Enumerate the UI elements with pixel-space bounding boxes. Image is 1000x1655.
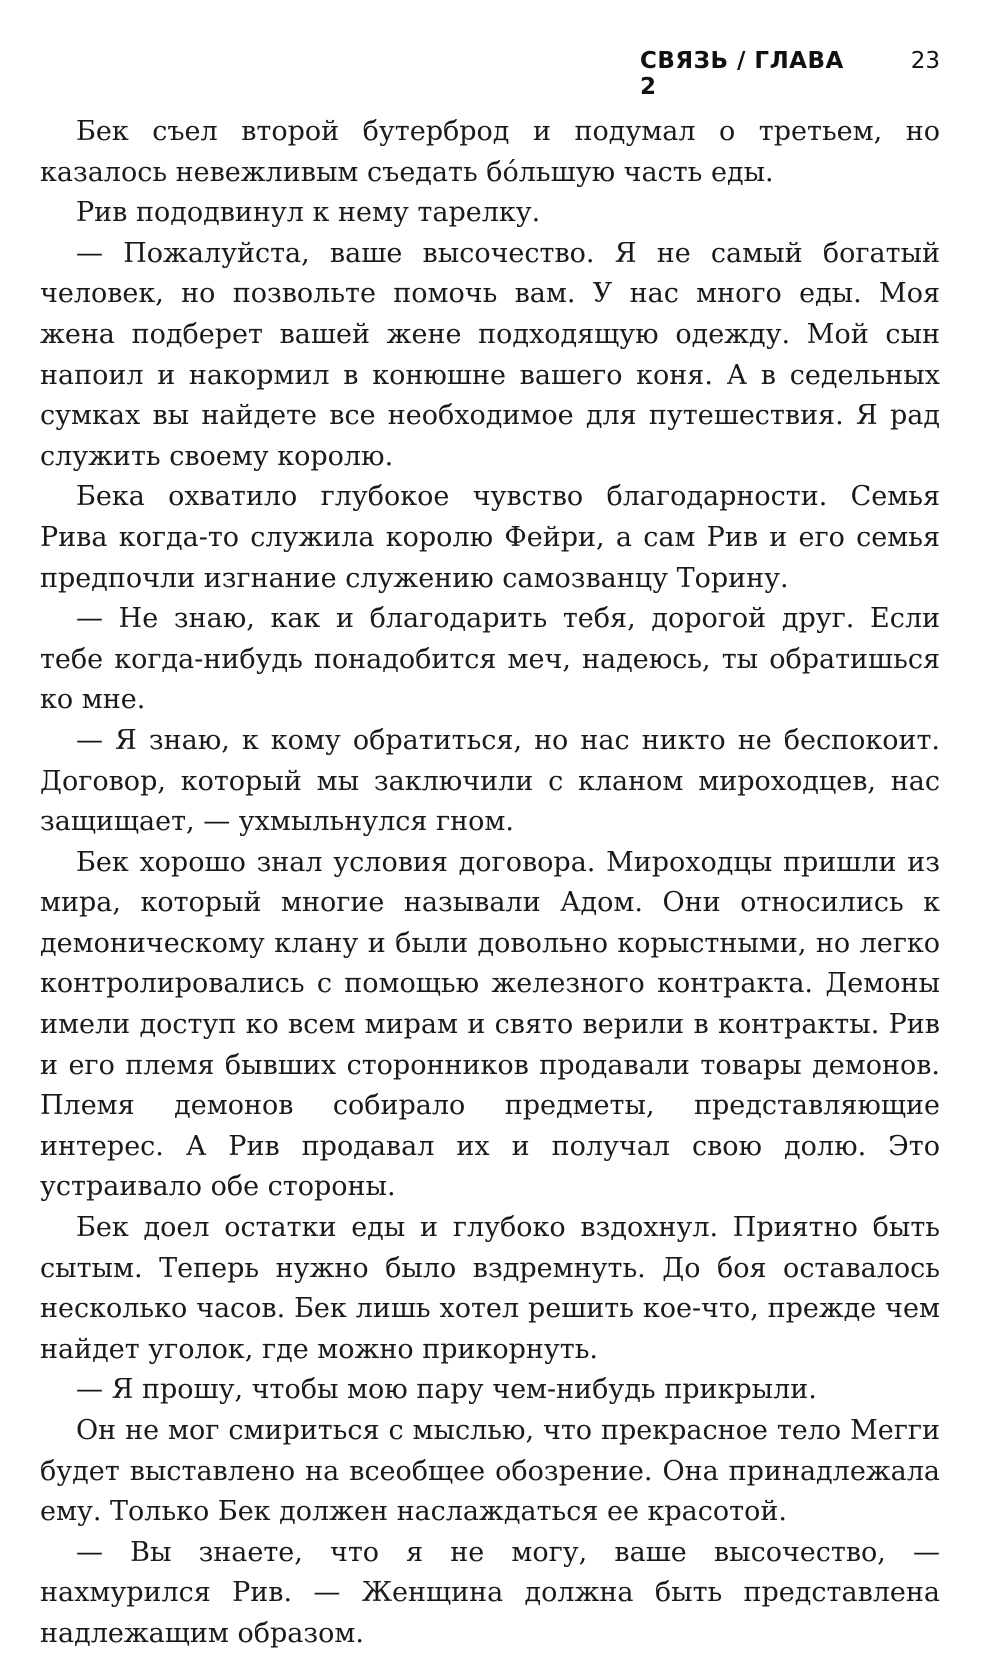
paragraph: — Я знаю, к кому обратиться, но нас никто не беспокоит. Договор, который мы заключили с кланом мироходцев, нас защищает, — ухмыльнулся гном. (40, 724, 940, 838)
paragraph: Бек съел второй бутерброд и подумал о третьем, но казалось невежливым съедать бо́льшую часть еды. (40, 116, 940, 188)
paragraph: — Вы знаете, что я не могу, ваше высочество, — нахмурился Рив. — Женщина должна быть представлена надлежащим образом. (40, 1536, 940, 1649)
chapter-title: СВЯЗЬ / ГЛАВА 2 (640, 48, 844, 100)
paragraph: Бек доел остатки еды и глубоко вздохнул. Приятно быть сытым. Теперь нужно было вздремнуть. До боя оставалось несколько часов. Бек лишь хотел решить кое-что, прежде чем найдет уголок, где можно прикорнуть. (40, 1212, 940, 1365)
paragraph: — Не знаю, как и благодарить тебя, дорогой друг. Если тебе когда-нибудь понадобится меч, надеюсь, ты обратишься ко мне. (40, 603, 940, 716)
paragraph: Рив пододвинул к нему тарелку. (76, 197, 541, 229)
body-text (40, 112, 940, 1655)
paragraph: Бека охватило глубокое чувство благодарности. Семья Рива когда-то служила королю Фейри, а сам Рив и его семья предпочли изгнание служению самозванцу Торину. (40, 481, 940, 594)
paragraph: Бек хорошо знал условия договора. Мироходцы пришли из мира, который многие называли Адом. Они относились к демоническому клану и были довольно корыстными, но легко контролировались с помощью железного контракта. Демоны имели доступ ко всем мирам и свято верили в контракты. Рив и его племя бывших сторонников продавали товары демонов. Племя демонов собирало предметы, представляющие интерес. А Рив продавал их и получал свою долю. Это устраивало обе стороны. (40, 846, 940, 1203)
running-head (640, 48, 940, 100)
page-number: 23 (910, 48, 940, 74)
paragraph: Он не мог смириться с мыслью, что прекрасное тело Мегги будет выставлено на всеобщее обозрение. Она принадлежала ему. Только Бек должен наслаждаться ее красотой. (40, 1415, 940, 1528)
paragraph: — Я прошу, чтобы мою пару чем-нибудь прикрыли. (76, 1374, 817, 1406)
paragraph: — Пожалуйста, ваше высочество. Я не самый богатый человек, но позвольте помочь вам. У нас много еды. Моя жена подберет вашей жене подходящую одежду. Мой сын напоил и накормил в конюшне вашего коня. А в седельных сумках вы найдете все необходимое для путешествия. Я рад служить своему королю. (40, 237, 940, 472)
